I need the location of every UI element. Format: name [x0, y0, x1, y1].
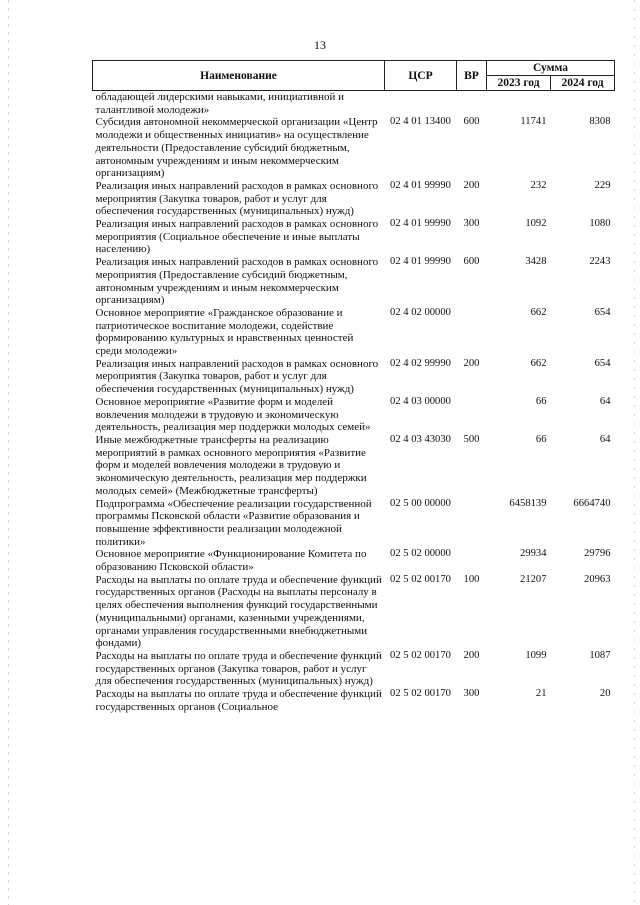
row-vr-cell: 300 [463, 218, 480, 230]
header-year-2024: 2024 год [551, 76, 615, 91]
row-sum-2023-cell: 662 [530, 357, 547, 369]
table-row [93, 116, 615, 180]
row-csr-cell: 02 5 02 00170 [390, 649, 451, 661]
table-row [93, 358, 615, 396]
row-sum-2023-cell: 11741 [520, 116, 547, 128]
row-vr-cell [457, 396, 487, 434]
row-csr-cell: 02 4 02 99990 [390, 357, 451, 369]
row-sum-2024-cell: 20963 [584, 573, 611, 585]
row-sum-2024-cell: 2243 [589, 256, 611, 268]
row-sum-2024-cell: 654 [594, 306, 611, 318]
row-csr-cell: 02 5 00 00000 [390, 497, 451, 509]
row-csr-cell: 02 5 02 00170 [390, 573, 451, 585]
table-row [93, 574, 615, 650]
budget-table [92, 60, 615, 713]
row-csr-cell: 02 4 02 00000 [390, 306, 451, 318]
table-row [93, 256, 615, 307]
row-csr-cell [385, 91, 457, 117]
row-csr-cell: 02 4 03 00000 [390, 395, 451, 407]
table-row [93, 498, 615, 549]
table-body [93, 91, 615, 714]
scan-edge-left [8, 0, 9, 905]
row-name-cell: Субсидия автономной некоммерческой организации «Центр молодежи и общественных инициатив» на осуществление деятельности (Предоставление субсидий бюджетным, автономным учреждениям и иным некоммерческим организациям) [95, 116, 378, 180]
row-name-cell: Основное мероприятие «Функционирование Комитета по образованию Псковской области» [95, 548, 367, 574]
row-sum-2024-cell: 8308 [589, 116, 611, 128]
row-name-cell: Основное мероприятие «Развитие форм и моделей вовлечения молодежи в трудовую и экономическую деятельность, реализация мер поддержки молодых семей» [95, 395, 371, 434]
row-sum-2023-cell [487, 91, 551, 117]
scan-edge-right [634, 0, 635, 905]
row-sum-2024-cell: 1087 [589, 649, 611, 661]
row-sum-2023-cell: 662 [530, 306, 547, 318]
row-sum-2023-cell: 1099 [525, 649, 547, 661]
row-csr-cell: 02 4 01 99990 [390, 179, 451, 191]
row-sum-2024-cell [551, 91, 615, 117]
row-name-cell: Расходы на выплаты по оплате труда и обеспечение функций государственных органов (Социальное [95, 688, 382, 713]
header-sum: Сумма [487, 61, 615, 76]
row-sum-2023-cell: 6458139 [509, 497, 547, 509]
row-vr-cell: 200 [463, 649, 480, 661]
row-vr-cell: 500 [463, 433, 480, 445]
row-csr-cell: 02 4 01 13400 [390, 116, 451, 128]
row-sum-2024-cell: 1080 [589, 218, 611, 230]
table-row [93, 548, 615, 573]
row-vr-cell: 200 [463, 357, 480, 369]
row-sum-2024-cell: 29796 [584, 548, 611, 560]
header-csr: ЦСР [385, 61, 457, 91]
table-row [93, 218, 615, 256]
row-sum-2023-cell: 21 [535, 688, 547, 700]
table-row [93, 688, 615, 713]
table-row [93, 650, 615, 688]
row-name-cell: Основное мероприятие «Гражданское образование и патриотическое воспитание молодежи, содействие формированию культурных и нравственных ценностей среди молодежи» [95, 306, 354, 358]
budget-table-container [92, 60, 614, 713]
row-sum-2023-cell: 1092 [525, 218, 547, 230]
row-vr-cell: 200 [463, 179, 480, 191]
row-name-cell: Реализация иных направлений расходов в рамках основного мероприятия (Закупка товаров, работ и услуг для обеспечения государственных (муниципальных) нужд) [95, 179, 379, 218]
row-sum-2024-cell: 20 [599, 688, 611, 700]
table-row [93, 396, 615, 434]
table-header [93, 61, 615, 91]
row-vr-cell: 100 [463, 573, 480, 585]
row-csr-cell: 02 4 01 99990 [390, 256, 451, 268]
row-sum-2023-cell: 66 [535, 433, 547, 445]
header-name: Наименование [93, 61, 385, 91]
row-vr-cell [457, 307, 487, 358]
row-name-cell: Реализация иных направлений расходов в рамках основного мероприятия (Социальное обеспечение и иные выплаты населению) [95, 218, 379, 256]
row-name-cell: Реализация иных направлений расходов в рамках основного мероприятия (Предоставление субсидий бюджетным, автономным учреждениям и иным некоммерческим организациям) [95, 256, 379, 307]
row-name-cell: обладающей лидерскими навыками, инициативной и талантливой молодежи» [95, 91, 345, 116]
row-vr-cell [457, 548, 487, 573]
table-row [93, 307, 615, 358]
row-name-cell: Расходы на выплаты по оплате труда и обеспечение функций государственных органов (Расходы на выплаты персоналу в целях обеспечения выполнения функций государственными (муниципальными) органами, казенными учреждениями, органами управления государственными внебюджетными фондами) [95, 573, 382, 650]
row-name-cell: Реализация иных направлений расходов в рамках основного мероприятия (Закупка товаров, работ и услуг для обеспечения государственных (муниципальных) нужд) [95, 357, 379, 396]
row-sum-2024-cell: 64 [599, 395, 611, 407]
row-vr-cell: 300 [463, 688, 480, 700]
row-name-cell: Расходы на выплаты по оплате труда и обеспечение функций государственных органов (Закупка товаров, работ и услуг для обеспечения государственных (муниципальных) нужд) [95, 649, 382, 688]
row-sum-2023-cell: 3428 [525, 256, 547, 268]
row-vr-cell [457, 498, 487, 549]
row-name-cell: Иные межбюджетные трансферты на реализацию мероприятий в рамках основного мероприятия «Развитие форм и моделей вовлечения молодежи в трудовую и экономическую деятельность, реализация мер поддержки молодых семей» (Межбюджетные трансферты) [95, 433, 367, 497]
header-vr: ВР [457, 61, 487, 91]
row-csr-cell: 02 4 01 99990 [390, 218, 451, 230]
row-name-cell: Подпрограмма «Обеспечение реализации государственной программы Псковской области «Развитие образования и повышение эффективности реализации молодежной политики» [95, 497, 372, 548]
row-sum-2023-cell: 232 [530, 179, 547, 191]
row-csr-cell: 02 4 03 43030 [390, 433, 451, 445]
row-sum-2023-cell: 21207 [520, 573, 547, 585]
row-csr-cell: 02 5 02 00000 [390, 548, 451, 560]
page-number: 13 [314, 38, 326, 52]
row-sum-2024-cell: 654 [594, 357, 611, 369]
table-row [93, 180, 615, 218]
table-row [93, 434, 615, 498]
row-sum-2023-cell: 66 [535, 395, 547, 407]
row-sum-2024-cell: 6664740 [573, 497, 611, 509]
row-vr-cell: 600 [463, 116, 480, 128]
row-vr-cell [457, 91, 487, 117]
header-year-2023: 2023 год [487, 76, 551, 91]
row-sum-2023-cell: 29934 [520, 548, 547, 560]
table-row [93, 91, 615, 117]
row-sum-2024-cell: 64 [599, 433, 611, 445]
row-vr-cell: 600 [463, 256, 480, 268]
row-sum-2024-cell: 229 [594, 179, 611, 191]
row-csr-cell: 02 5 02 00170 [390, 688, 451, 700]
